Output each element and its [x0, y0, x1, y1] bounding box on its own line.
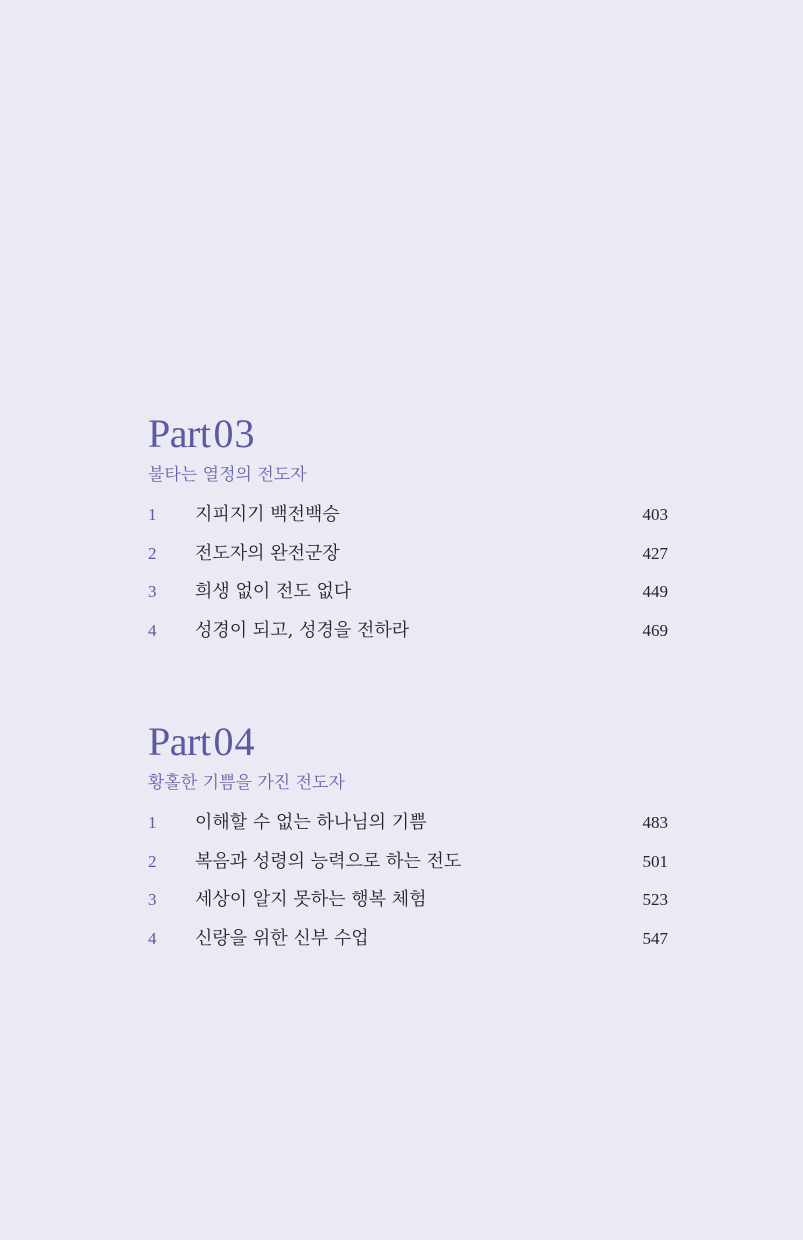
chapter-title: 세상이 알지 못하는 행복 체험 [195, 889, 427, 910]
chapter-title: 복음과 성령의 능력으로 하는 전도 [195, 850, 462, 872]
chapter-number: 3 [148, 582, 157, 601]
chapter-row [148, 620, 668, 659]
chapter-row [148, 581, 668, 620]
chapter-number: 4 [148, 620, 157, 640]
chapter-row [148, 504, 668, 543]
chapter-page: 469 [642, 620, 668, 640]
chapter-list [148, 504, 668, 658]
chapter-page: 427 [642, 543, 668, 563]
part-04-section [148, 719, 668, 982]
part-subtitle: 황홀한 기쁨을 가진 전도자 [148, 773, 345, 793]
chapter-title: 성경이 되고, 성경을 전하라 [195, 619, 410, 641]
part-title [148, 411, 668, 456]
chapter-row [148, 928, 668, 967]
part-number: 03 [213, 411, 256, 456]
chapter-page: 483 [642, 813, 668, 832]
part-title [148, 719, 668, 764]
chapter-row [148, 851, 668, 890]
part-03-section [148, 411, 668, 674]
part-label: Part [148, 411, 211, 456]
chapter-title: 이해할 수 없는 하나님의 기쁨 [195, 812, 427, 833]
chapter-title: 신랑을 위한 신부 수업 [195, 927, 369, 949]
part-number: 04 [213, 719, 256, 764]
chapter-list [148, 812, 668, 966]
chapter-page: 403 [642, 505, 668, 524]
chapter-title: 희생 없이 전도 없다 [195, 581, 352, 602]
chapter-number: 1 [148, 505, 157, 524]
chapter-number: 4 [148, 928, 157, 948]
part-subtitle: 불타는 열정의 전도자 [148, 465, 307, 485]
chapter-row [148, 812, 668, 851]
chapter-number: 3 [148, 890, 157, 909]
chapter-title: 전도자의 완전군장 [195, 542, 340, 564]
chapter-number: 2 [148, 543, 157, 563]
chapter-page: 449 [642, 582, 668, 601]
chapter-page: 501 [642, 851, 668, 871]
chapter-title: 지피지기 백전백승 [195, 504, 340, 525]
chapter-number: 1 [148, 813, 157, 832]
chapter-number: 2 [148, 851, 157, 871]
chapter-page: 523 [642, 890, 668, 909]
part-label: Part [148, 719, 211, 764]
chapter-row [148, 543, 668, 582]
chapter-row [148, 889, 668, 928]
chapter-page: 547 [642, 928, 668, 948]
